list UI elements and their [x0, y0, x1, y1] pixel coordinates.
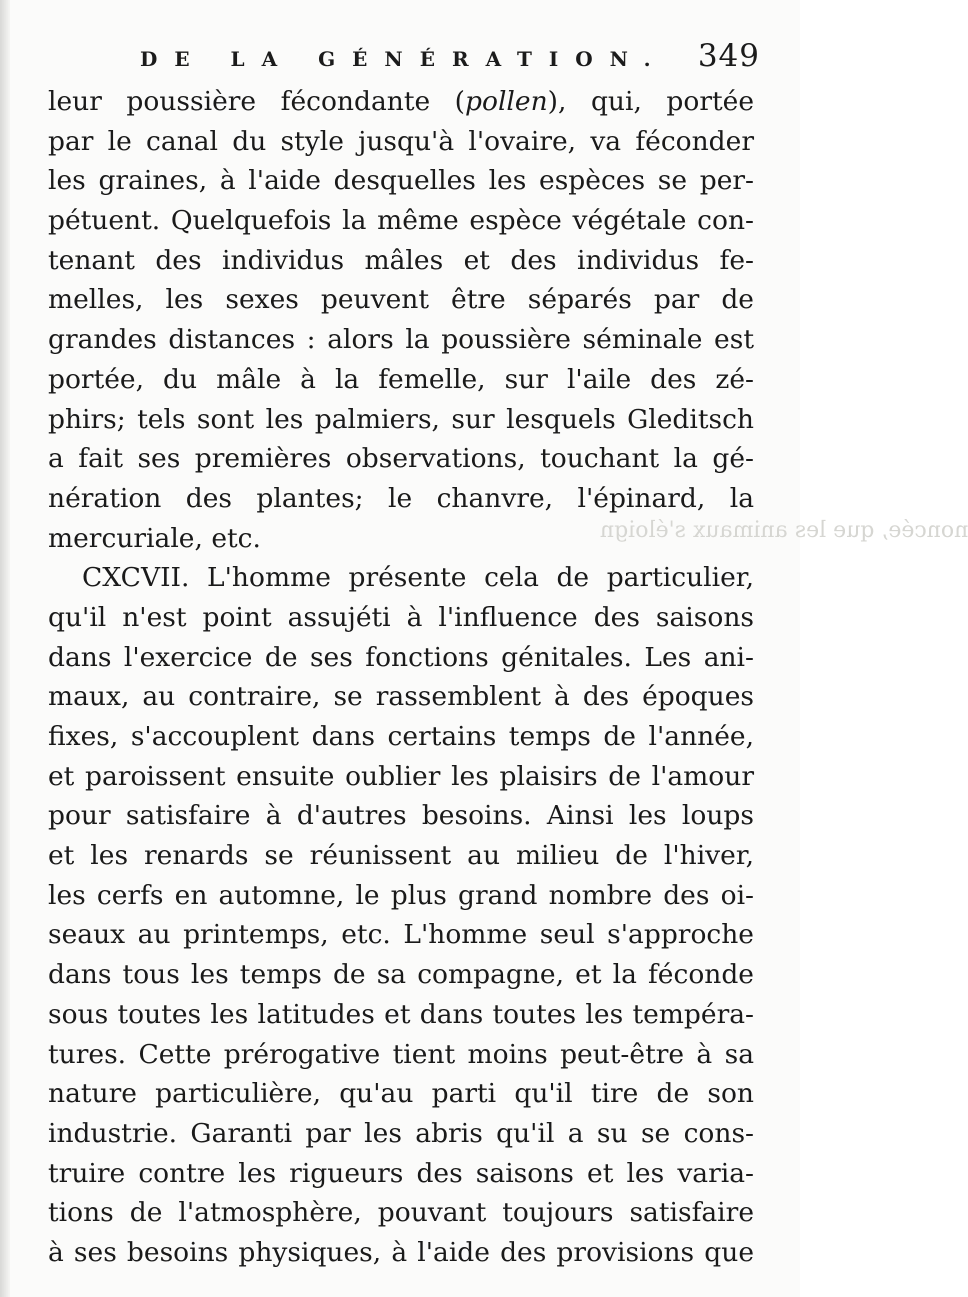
section-start-line: CXCVII. L'homme présente cela de particulier, [82, 562, 754, 594]
text-line: pour satisfaire à d'autres besoins. Ainsi les loups [48, 800, 754, 832]
text-line: a fait ses premières observations, touchant la gé- [48, 443, 754, 475]
text-line: phirs; tels sont les palmiers, sur lesquels Gleditsch [48, 403, 754, 435]
text-line: industrie. Garanti par les abris qu'il a su se cons- [48, 1117, 754, 1149]
running-head: DE LA GÉNÉRATION. [140, 47, 668, 71]
paragraph-end-line: mercuriale, etc. [48, 522, 261, 554]
body-text [48, 82, 754, 1273]
text-line: melles, les sexes peuvent être séparés par de [48, 284, 754, 316]
text-line: dans l'exercice de ses fonctions génitales. Les ani- [48, 641, 754, 673]
text-line: nature particulière, qu'au parti qu'il tire de son [48, 1078, 754, 1110]
text-line: sous toutes les latitudes et dans toutes les tempéra- [48, 998, 754, 1030]
text-line: nération des plantes; le chanvre, l'épinard, la [48, 482, 754, 514]
text-line: et les renards se réunissent au milieu de l'hiver, [48, 840, 754, 872]
page-number: 349 [697, 38, 760, 74]
line-text-before: leur poussière fécondante ( [48, 86, 466, 117]
text-line: grandes distances : alors la poussière séminale est [48, 324, 754, 356]
text-line: tures. Cette prérogative tient moins peut-être à sa [48, 1038, 754, 1070]
page-edge-shadow [0, 0, 10, 1297]
text-line: tenant des individus mâles et des individus fe- [48, 244, 754, 276]
text-line: fixes, s'accouplent dans certains temps de l'année, [48, 721, 754, 752]
text-line: par le canal du style jusqu'à l'ovaire, va féconder [48, 125, 754, 157]
text-line: seaux au printemps, etc. L'homme seul s'approche [48, 919, 754, 951]
show-through-text: noncée, que les animaux s'éloign [600, 518, 968, 543]
text-line: les cerfs en automne, le plus grand nombre des oi- [48, 879, 754, 911]
italic-term: pollen [465, 86, 548, 117]
text-line: tions de l'atmosphère, pouvant toujours satisfaire [48, 1197, 754, 1229]
page-header [140, 38, 760, 82]
text-line: maux, au contraire, se rassemblent à des époques [48, 681, 754, 713]
text-line: portée, du mâle à la femelle, sur l'aile des zé- [48, 363, 754, 395]
text-line: dans tous les temps de sa compagne, et la féconde [48, 959, 754, 991]
text-line: truire contre les rigueurs des saisons et les varia- [48, 1157, 754, 1189]
text-line: pétuent. Quelquefois la même espèce végétale con- [48, 205, 754, 237]
text-line [48, 82, 754, 122]
line-text-after: ), qui, portée [547, 86, 755, 117]
text-line: à ses besoins physiques, à l'aide des provisions que [48, 1236, 754, 1268]
text-line: les graines, à l'aide desquelles les espèces se per- [48, 165, 754, 197]
text-line: et paroissent ensuite oublier les plaisirs de l'amour [48, 760, 754, 792]
text-line: qu'il n'est point assujéti à l'influence des saisons [48, 601, 754, 633]
